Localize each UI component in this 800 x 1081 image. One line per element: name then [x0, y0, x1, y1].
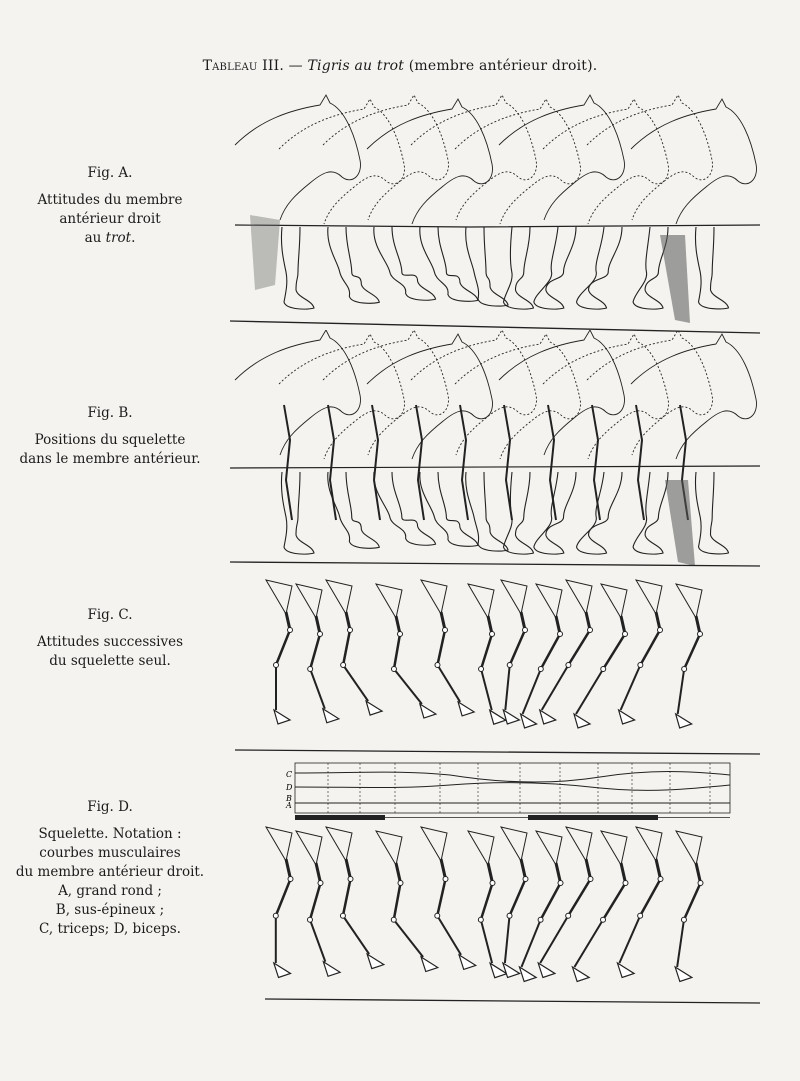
- cannon-bone: [505, 916, 510, 963]
- joint-circle: [340, 913, 345, 918]
- radius-bone: [684, 883, 701, 920]
- joint-circle: [398, 881, 403, 886]
- scapula-bone: [376, 584, 402, 618]
- joint-circle: [479, 667, 484, 672]
- joint-circle: [288, 628, 293, 633]
- scapula-bone: [421, 580, 447, 614]
- joint-circle: [523, 628, 528, 633]
- joint-circle: [558, 632, 563, 637]
- caption-line: B, sus-épineux ;: [55, 902, 165, 918]
- scapula-bone: [296, 584, 322, 618]
- scapula-bone: [326, 827, 352, 861]
- figure-d-drawing: [220, 755, 780, 1005]
- joint-circle: [698, 881, 703, 886]
- limb-outline: [420, 472, 478, 546]
- limb-outline: [503, 227, 533, 309]
- limb-outline: [466, 472, 508, 551]
- humerus-bone: [316, 863, 321, 883]
- cannon-bone: [576, 669, 603, 714]
- humerus-bone: [656, 859, 661, 879]
- joint-circle: [391, 917, 396, 922]
- hoof-outline: [274, 963, 291, 978]
- scapula-bone: [601, 831, 627, 865]
- figure-c-skeleton-alone: [220, 570, 780, 755]
- radius-bone: [481, 883, 493, 920]
- scapula-bone: [468, 831, 494, 865]
- radius-bone: [510, 879, 526, 916]
- joint-circle: [348, 877, 353, 882]
- cannon-bone: [574, 920, 603, 967]
- joint-circle: [398, 632, 403, 637]
- humerus-bone: [441, 859, 446, 879]
- caption-label: Fig. B.: [87, 405, 133, 421]
- caption-text: .: [131, 230, 136, 246]
- scapula-bone: [636, 827, 662, 861]
- joint-circle: [523, 877, 528, 882]
- hoof-outline: [676, 714, 692, 728]
- radius-bone: [343, 879, 351, 916]
- joint-circle: [538, 917, 543, 922]
- ground-line: [235, 750, 760, 754]
- scapula-bone: [566, 580, 592, 614]
- joint-circle: [391, 667, 396, 672]
- ground-line: [230, 562, 760, 566]
- cannon-bone: [505, 665, 509, 710]
- horse-outline: [279, 334, 405, 459]
- joint-circle: [274, 663, 279, 668]
- caption-line: dans le membre antérieur.: [19, 451, 201, 467]
- scapula-bone: [536, 584, 562, 618]
- joint-circle: [318, 881, 323, 886]
- caption-line: du membre antérieur droit.: [15, 864, 205, 880]
- horse-outline: [279, 99, 405, 224]
- radius-bone: [276, 630, 290, 665]
- joint-circle: [443, 877, 448, 882]
- caption-line: du squelette seul.: [49, 653, 171, 669]
- caption-fig-c: [10, 606, 210, 671]
- joint-circle: [507, 913, 512, 918]
- hoof-outline: [366, 701, 382, 715]
- hatched-limb: [665, 480, 695, 566]
- joint-circle: [623, 632, 628, 637]
- hoof-outline: [459, 955, 476, 970]
- caption-line: Positions du squelette: [34, 432, 186, 448]
- cannon-bone: [310, 920, 325, 962]
- radius-bone: [310, 883, 321, 920]
- radius-bone: [568, 879, 590, 916]
- scapula-bone: [296, 831, 322, 865]
- radius-bone: [310, 634, 320, 669]
- joint-circle: [288, 877, 293, 882]
- joint-circle: [538, 667, 543, 672]
- caption-label: Fig. C.: [87, 607, 133, 623]
- hoof-outline: [274, 710, 290, 724]
- hoof-outline: [503, 963, 520, 978]
- cannon-bone: [481, 920, 492, 963]
- radius-bone: [568, 630, 590, 665]
- limb-outline: [466, 227, 508, 306]
- limb-outline: [420, 227, 478, 301]
- joint-circle: [588, 628, 593, 633]
- scapula-bone: [501, 580, 527, 614]
- limb-outline: [534, 227, 576, 309]
- hoof-outline: [540, 710, 556, 724]
- cannon-bone: [310, 669, 325, 709]
- scapula-bone: [676, 831, 702, 865]
- figure-d-notation: [220, 755, 780, 1005]
- radius-bone: [481, 634, 492, 669]
- joint-circle: [273, 913, 278, 918]
- figure-a-horse-attitudes: [220, 85, 780, 335]
- radius-bone: [510, 630, 525, 665]
- cannon-bone: [437, 665, 460, 702]
- joint-circle: [638, 663, 643, 668]
- figure-b-skeleton-in-limb: [220, 330, 780, 570]
- cannon-bone: [394, 920, 423, 957]
- joint-circle: [658, 628, 663, 633]
- joint-circle: [623, 881, 628, 886]
- radius-bone: [640, 879, 660, 916]
- cannon-bone: [542, 665, 569, 710]
- cannon-bone: [540, 916, 568, 963]
- bone-segment: [372, 405, 380, 520]
- joint-circle: [601, 917, 606, 922]
- radius-bone: [343, 630, 350, 665]
- figure-c-drawing: [220, 570, 780, 755]
- limb-outline: [328, 227, 380, 303]
- bone-segment: [592, 405, 600, 520]
- cannon-bone: [521, 920, 540, 967]
- radius-bone: [394, 883, 401, 920]
- cannon-bone: [677, 920, 684, 967]
- joint-circle: [588, 877, 593, 882]
- limb-outline: [695, 227, 728, 309]
- caption-text: au: [84, 230, 106, 246]
- radius-bone: [603, 883, 625, 920]
- hoof-outline: [619, 710, 635, 724]
- ground-line: [265, 999, 760, 1003]
- plate-title: [200, 58, 600, 74]
- scapula-bone: [376, 831, 402, 865]
- limb-outline: [281, 227, 314, 309]
- caption-label: Fig. D.: [87, 799, 133, 815]
- hoof-outline: [323, 709, 339, 723]
- radius-bone: [541, 883, 561, 920]
- scapula-bone: [501, 827, 527, 861]
- joint-circle: [318, 632, 323, 637]
- radius-bone: [276, 879, 291, 916]
- cannon-bone: [343, 916, 369, 954]
- humerus-bone: [396, 863, 401, 883]
- hatched-limb: [660, 235, 690, 323]
- hatched-limb: [250, 215, 280, 290]
- cannon-bone: [621, 665, 641, 710]
- radius-bone: [437, 879, 445, 916]
- joint-circle: [443, 628, 448, 633]
- humerus-bone: [488, 863, 493, 883]
- hoof-outline: [519, 967, 536, 982]
- humerus-bone: [556, 863, 561, 883]
- scapula-bone: [266, 827, 292, 861]
- title-dash: —: [283, 58, 308, 74]
- radius-bone: [684, 634, 700, 669]
- limb-outline: [374, 227, 436, 300]
- joint-circle: [566, 913, 571, 918]
- joint-circle: [348, 628, 353, 633]
- cannon-bone: [437, 916, 461, 955]
- joint-circle: [490, 632, 495, 637]
- joint-circle: [682, 667, 687, 672]
- cannon-bone: [394, 669, 422, 704]
- figure-a-drawing: [220, 85, 780, 335]
- bone-segment: [284, 405, 292, 520]
- humerus-bone: [346, 859, 351, 879]
- notation-letter: B: [286, 794, 292, 803]
- cannon-bone: [619, 916, 640, 963]
- scapula-bone: [421, 827, 447, 861]
- humerus-bone: [286, 859, 291, 879]
- scapula-bone: [326, 580, 352, 614]
- caption-fig-d: [10, 798, 210, 939]
- caption-line: [10, 229, 210, 248]
- joint-circle: [308, 667, 313, 672]
- caption-fig-b: [10, 404, 210, 469]
- humerus-bone: [586, 859, 591, 879]
- joint-circle: [601, 667, 606, 672]
- notation-letter: A: [286, 801, 292, 810]
- joint-circle: [341, 663, 346, 668]
- hoof-outline: [458, 702, 474, 716]
- title-suffix: (membre antérieur droit).: [404, 58, 598, 74]
- cannon-bone: [523, 669, 541, 714]
- hoof-outline: [421, 957, 438, 972]
- plate-number: Tableau III.: [202, 58, 284, 74]
- hoof-outline: [521, 714, 537, 728]
- hoof-outline: [617, 963, 634, 978]
- figure-b-drawing: [220, 330, 780, 570]
- joint-circle: [566, 663, 571, 668]
- joint-circle: [507, 663, 512, 668]
- scapula-bone: [468, 584, 494, 618]
- joint-circle: [307, 917, 312, 922]
- radius-bone: [603, 634, 625, 669]
- radius-bone: [437, 630, 445, 665]
- caption-line: courbes musculaires: [39, 845, 181, 861]
- scapula-bone: [536, 831, 562, 865]
- limb-outline: [503, 472, 533, 554]
- hoof-outline: [675, 967, 692, 982]
- caption-line: A, grand rond ;: [58, 883, 162, 899]
- joint-circle: [638, 913, 643, 918]
- caption-line: Attitudes successives: [36, 634, 184, 650]
- hoof-outline: [572, 967, 589, 982]
- hoof-outline: [503, 710, 519, 724]
- joint-circle: [435, 663, 440, 668]
- limb-outline: [374, 472, 436, 545]
- joint-circle: [698, 632, 703, 637]
- caption-line: Squelette. Notation :: [38, 826, 182, 842]
- hoof-outline: [538, 963, 555, 978]
- joint-circle: [478, 917, 483, 922]
- cannon-bone: [481, 669, 492, 710]
- scapula-bone: [676, 584, 702, 618]
- joint-circle: [490, 881, 495, 886]
- hoof-outline: [323, 962, 340, 977]
- cannon-bone: [343, 665, 368, 701]
- scapula-bone: [601, 584, 627, 618]
- title-subject: Tigris au trot: [307, 58, 405, 74]
- radius-bone: [640, 630, 660, 665]
- joint-circle: [435, 913, 440, 918]
- limb-outline: [577, 227, 622, 309]
- hoof-outline: [367, 954, 384, 969]
- scapula-bone: [266, 580, 292, 614]
- caption-italic: trot: [105, 230, 132, 246]
- notation-letter: C: [286, 770, 293, 779]
- belly-line: [230, 466, 760, 468]
- caption-label: Fig. A.: [87, 165, 133, 181]
- belly-line: [235, 225, 760, 227]
- bone-segment: [636, 405, 644, 520]
- joint-circle: [658, 877, 663, 882]
- humerus-bone: [621, 863, 626, 883]
- scapula-bone: [636, 580, 662, 614]
- caption-line: antérieur droit: [59, 211, 161, 227]
- scapula-bone: [566, 827, 592, 861]
- radius-bone: [394, 634, 400, 669]
- caption-line: Attitudes du membre: [37, 192, 183, 208]
- limb-outline: [695, 472, 728, 554]
- caption-line: C, triceps; D, biceps.: [39, 921, 181, 937]
- hoof-outline: [420, 704, 436, 718]
- bone-segment: [416, 405, 424, 520]
- hoof-outline: [490, 710, 506, 724]
- joint-circle: [681, 917, 686, 922]
- notation-letter: D: [286, 783, 293, 792]
- radius-bone: [541, 634, 560, 669]
- cannon-bone: [678, 669, 684, 714]
- hoof-outline: [574, 714, 590, 728]
- joint-circle: [558, 881, 563, 886]
- caption-fig-a: [10, 164, 210, 248]
- bone-segment: [460, 405, 468, 520]
- humerus-bone: [521, 859, 526, 879]
- humerus-bone: [696, 863, 701, 883]
